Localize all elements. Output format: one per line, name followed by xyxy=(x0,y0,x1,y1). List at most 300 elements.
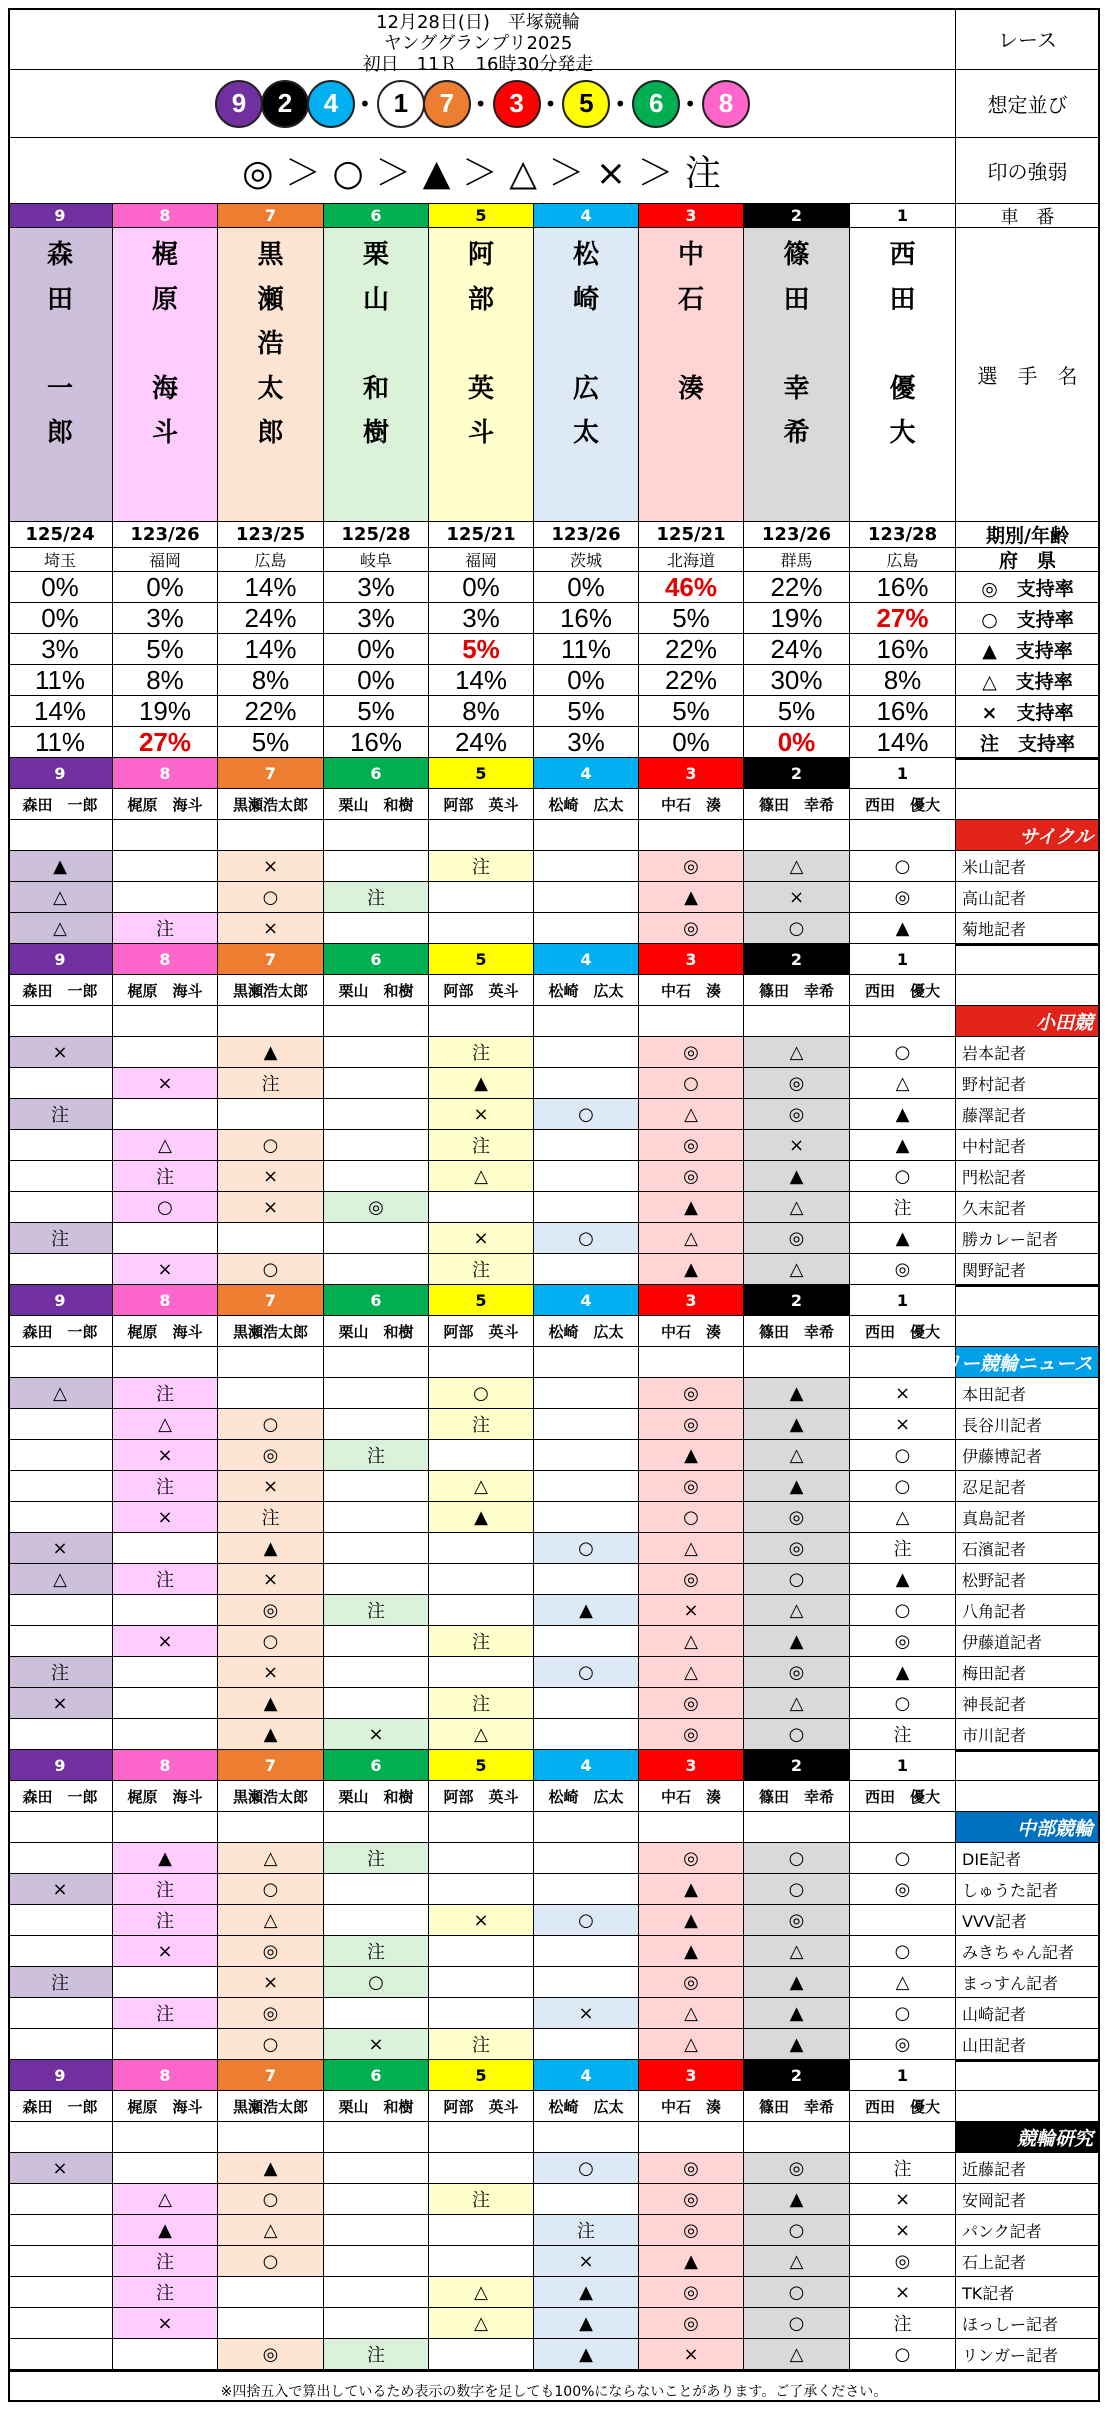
pub-rider-name: 栗山 和樹 xyxy=(324,2091,429,2122)
rider-name-char: 斗 xyxy=(151,418,178,448)
prediction-mark: × xyxy=(850,1409,956,1440)
prediction-mark xyxy=(324,1099,429,1130)
prediction-mark: ▲ xyxy=(744,1161,850,1192)
label-rate: ◎ 支持率 xyxy=(956,572,1100,603)
prediction-mark: 注 xyxy=(429,1409,534,1440)
pub-rider-name: 篠田 幸希 xyxy=(744,1781,850,1812)
support-rate: 16% xyxy=(324,727,429,758)
prediction-mark xyxy=(429,1657,534,1688)
prediction-mark: ○ xyxy=(218,2184,324,2215)
prediction-mark: △ xyxy=(429,2308,534,2339)
prediction-mark: 注 xyxy=(429,1626,534,1657)
prediction-mark xyxy=(8,1471,113,1502)
prediction-mark: ◎ xyxy=(744,1223,850,1254)
rider-pref: 茨城 xyxy=(534,548,639,572)
prediction-mark: ▲ xyxy=(639,1192,744,1223)
support-rate: 24% xyxy=(744,634,850,665)
prediction-mark: × xyxy=(8,1037,113,1068)
support-rate: 22% xyxy=(218,696,324,727)
prediction-mark: △ xyxy=(744,1936,850,1967)
prediction-mark xyxy=(324,2246,429,2277)
pub-rider-name: 阿部 英斗 xyxy=(429,975,534,1006)
car-number-4: 4 xyxy=(534,204,639,228)
prediction-mark: × xyxy=(218,1471,324,1502)
pub-rider-name: 栗山 和樹 xyxy=(324,975,429,1006)
rider-name-char: 郎 xyxy=(46,418,73,448)
blank xyxy=(534,2122,639,2153)
prediction-mark xyxy=(324,1564,429,1595)
pub-rider-name: 中石 湊 xyxy=(639,2091,744,2122)
prediction-mark xyxy=(8,1905,113,1936)
prediction-mark: ○ xyxy=(113,1192,218,1223)
car-ball-1: 1 xyxy=(377,80,425,128)
prediction-mark: ○ xyxy=(218,2029,324,2060)
prediction-mark: △ xyxy=(639,2029,744,2060)
pub-car-number: 8 xyxy=(113,1750,218,1781)
car-ball-3: 3 xyxy=(493,80,541,128)
prediction-mark xyxy=(218,2308,324,2339)
blank xyxy=(429,1006,534,1037)
blank xyxy=(850,1006,956,1037)
pub-rider-name: 篠田 幸希 xyxy=(744,1316,850,1347)
reporter-name: 伊藤道記者 xyxy=(956,1626,1100,1657)
label-pref: 府 県 xyxy=(956,548,1100,572)
blank xyxy=(324,2122,429,2153)
prediction-mark: ○ xyxy=(218,1254,324,1285)
rider-period: 123/26 xyxy=(534,522,639,548)
blank xyxy=(113,1347,218,1378)
rider-name-6 xyxy=(324,228,429,522)
blank xyxy=(639,820,744,851)
rider-name-char: 部 xyxy=(467,284,494,315)
reporter-name: 門松記者 xyxy=(956,1161,1100,1192)
prediction-mark: △ xyxy=(744,1037,850,1068)
prediction-mark: ○ xyxy=(744,1874,850,1905)
prediction-mark xyxy=(534,2184,639,2215)
prediction-mark: △ xyxy=(639,1099,744,1130)
prediction-mark: × xyxy=(218,1161,324,1192)
prediction-mark: ◎ xyxy=(218,1936,324,1967)
car-number-3: 3 xyxy=(639,204,744,228)
prediction-mark: △ xyxy=(744,851,850,882)
rider-pref: 福岡 xyxy=(429,548,534,572)
prediction-mark: ○ xyxy=(850,1998,956,2029)
pub-rider-name: 松崎 広太 xyxy=(534,1316,639,1347)
prediction-mark xyxy=(113,1223,218,1254)
prediction-mark: × xyxy=(218,1564,324,1595)
prediction-mark: △ xyxy=(218,2215,324,2246)
race-header-block xyxy=(8,8,956,75)
prediction-mark: ○ xyxy=(744,1564,850,1595)
prediction-mark: × xyxy=(744,882,850,913)
reporter-name: 菊地記者 xyxy=(956,913,1100,944)
blank xyxy=(639,1006,744,1037)
prediction-mark: ◎ xyxy=(218,1595,324,1626)
blank xyxy=(956,2091,1100,2122)
support-rate: 8% xyxy=(113,665,218,696)
support-rate: 8% xyxy=(429,696,534,727)
prediction-mark xyxy=(534,1967,639,1998)
race-info: 初日 11Ｒ 16時30分発走 xyxy=(362,54,594,75)
support-rate: 24% xyxy=(218,603,324,634)
prediction-mark: △ xyxy=(429,1471,534,1502)
label-race: レース xyxy=(956,8,1100,70)
rider-name-char: 希 xyxy=(783,418,810,448)
blank xyxy=(8,820,113,851)
reporter-name: 真島記者 xyxy=(956,1502,1100,1533)
pub-car-number: 9 xyxy=(8,1285,113,1316)
pub-rider-name: 西田 優大 xyxy=(850,2091,956,2122)
support-rate: 22% xyxy=(744,572,850,603)
blank xyxy=(8,1006,113,1037)
support-rate: 0% xyxy=(8,603,113,634)
car-ball-8: 8 xyxy=(702,80,750,128)
prediction-mark: ▲ xyxy=(429,1502,534,1533)
prediction-mark xyxy=(429,1533,534,1564)
pub-car-number: 4 xyxy=(534,758,639,789)
prediction-mark xyxy=(429,1998,534,2029)
publication-banner: デイリー競輪ニュース xyxy=(956,1347,1100,1378)
reporter-name: 梅田記者 xyxy=(956,1657,1100,1688)
reporter-name: 勝カレー記者 xyxy=(956,1223,1100,1254)
pub-car-number: 2 xyxy=(744,944,850,975)
reporter-name: 関野記者 xyxy=(956,1254,1100,1285)
blank xyxy=(113,820,218,851)
reporter-name: パンク記者 xyxy=(956,2215,1100,2246)
prediction-mark: ◎ xyxy=(639,1409,744,1440)
pub-rider-name: 栗山 和樹 xyxy=(324,1781,429,1812)
prediction-mark: 注 xyxy=(429,851,534,882)
prediction-mark: × xyxy=(639,1595,744,1626)
prediction-mark: 注 xyxy=(113,1378,218,1409)
rider-name-char: 梶 xyxy=(151,240,178,270)
support-rate: 3% xyxy=(324,572,429,603)
prediction-mark: ◎ xyxy=(850,1626,956,1657)
prediction-mark xyxy=(324,1068,429,1099)
reporter-name: まっすん記者 xyxy=(956,1967,1100,1998)
prediction-mark xyxy=(113,1967,218,1998)
prediction-mark xyxy=(113,2029,218,2060)
pub-rider-name: 篠田 幸希 xyxy=(744,2091,850,2122)
pub-rider-name: 黒瀬浩太郎 xyxy=(218,1316,324,1347)
prediction-mark: ▲ xyxy=(744,1409,850,1440)
prediction-mark: ▲ xyxy=(850,1657,956,1688)
prediction-mark: × xyxy=(218,913,324,944)
support-rate: 0% xyxy=(534,665,639,696)
prediction-mark xyxy=(218,1099,324,1130)
race-date: 12月28日(日) 平塚競輪 xyxy=(376,12,580,33)
mark-legend: ◎ ＞ ○ ＞ ▲ ＞ △ ＞ × ＞ 注 xyxy=(8,138,956,204)
label-rate: × 支持率 xyxy=(956,696,1100,727)
support-rate: 30% xyxy=(744,665,850,696)
prediction-mark: △ xyxy=(744,2339,850,2370)
car-ball-4: 4 xyxy=(307,80,355,128)
rider-pref: 広島 xyxy=(218,548,324,572)
reporter-name: ほっしー記者 xyxy=(956,2308,1100,2339)
prediction-mark: × xyxy=(113,2308,218,2339)
prediction-mark xyxy=(8,1130,113,1161)
label-period: 期別/年齢 xyxy=(956,522,1100,548)
blank xyxy=(744,2122,850,2153)
rider-name-char: 田 xyxy=(783,284,810,315)
prediction-mark: ◎ xyxy=(218,1998,324,2029)
prediction-mark xyxy=(534,913,639,944)
prediction-mark: 注 xyxy=(218,1502,324,1533)
prediction-mark xyxy=(324,2215,429,2246)
prediction-mark xyxy=(534,1626,639,1657)
prediction-mark: ◎ xyxy=(218,2339,324,2370)
rider-name-9 xyxy=(8,228,113,522)
pub-car-number: 2 xyxy=(744,1285,850,1316)
prediction-mark xyxy=(534,1409,639,1440)
blank xyxy=(534,1812,639,1843)
prediction-mark: ◎ xyxy=(744,1905,850,1936)
blank xyxy=(8,1812,113,1843)
prediction-mark: ▲ xyxy=(534,2277,639,2308)
prediction-mark: △ xyxy=(639,1223,744,1254)
prediction-mark: ○ xyxy=(850,2339,956,2370)
prediction-mark: ▲ xyxy=(639,1440,744,1471)
prediction-mark: △ xyxy=(429,1719,534,1750)
prediction-mark xyxy=(324,1905,429,1936)
prediction-mark: ▲ xyxy=(744,2184,850,2215)
support-rate: 19% xyxy=(113,696,218,727)
prediction-mark xyxy=(534,1068,639,1099)
prediction-mark: ○ xyxy=(744,913,850,944)
pub-car-number: 3 xyxy=(639,1285,744,1316)
pub-car-number: 9 xyxy=(8,1750,113,1781)
rider-name-char: 幸 xyxy=(783,373,810,404)
label-rate: △ 支持率 xyxy=(956,665,1100,696)
support-rate: 5% xyxy=(639,696,744,727)
prediction-mark: △ xyxy=(744,1254,850,1285)
prediction-mark: 注 xyxy=(113,1874,218,1905)
pub-rider-name: 梶原 海斗 xyxy=(113,1781,218,1812)
prediction-mark: 注 xyxy=(113,1998,218,2029)
prediction-mark: 注 xyxy=(113,2246,218,2277)
blank xyxy=(218,1006,324,1037)
rider-pref: 岐阜 xyxy=(324,548,429,572)
prediction-mark: △ xyxy=(8,882,113,913)
blank xyxy=(850,2122,956,2153)
rider-name-7 xyxy=(218,228,324,522)
prediction-mark: ◎ xyxy=(639,1471,744,1502)
event-title: ヤンググランプリ2025 xyxy=(383,33,573,54)
prediction-mark: 注 xyxy=(429,1688,534,1719)
rider-name-char: 英 xyxy=(467,373,494,404)
pub-car-number: 3 xyxy=(639,944,744,975)
prediction-mark: ▲ xyxy=(429,1068,534,1099)
support-rate: 0% xyxy=(429,572,534,603)
prediction-mark: ○ xyxy=(534,1223,639,1254)
prediction-mark: 注 xyxy=(850,2308,956,2339)
pub-car-number: 4 xyxy=(534,944,639,975)
prediction-mark: ◎ xyxy=(744,1657,850,1688)
prediction-mark: ◎ xyxy=(744,1502,850,1533)
prediction-mark: 注 xyxy=(218,1068,324,1099)
prediction-mark: 注 xyxy=(113,1564,218,1595)
pub-rider-name: 中石 湊 xyxy=(639,975,744,1006)
prediction-mark: 注 xyxy=(8,1099,113,1130)
support-rate: 16% xyxy=(850,572,956,603)
rider-period: 123/28 xyxy=(850,522,956,548)
rider-name-char: 浩 xyxy=(257,329,284,359)
prediction-mark: △ xyxy=(8,913,113,944)
support-rate: 0% xyxy=(113,572,218,603)
rider-name-char: 斗 xyxy=(467,418,494,448)
prediction-mark xyxy=(8,1936,113,1967)
support-rate: 5% xyxy=(218,727,324,758)
prediction-mark: ○ xyxy=(534,1657,639,1688)
rider-name-char: 田 xyxy=(889,284,916,315)
blank xyxy=(534,1347,639,1378)
prediction-mark: 注 xyxy=(429,1254,534,1285)
rider-name-char: 栗 xyxy=(362,240,389,270)
support-rate: 5% xyxy=(324,696,429,727)
prediction-mark: ◎ xyxy=(850,1874,956,1905)
rider-name-char: 郎 xyxy=(257,418,284,448)
rider-name-char: 優 xyxy=(889,373,916,404)
pub-rider-name: 松崎 広太 xyxy=(534,2091,639,2122)
pub-car-number: 5 xyxy=(429,1285,534,1316)
prediction-mark xyxy=(429,1874,534,1905)
prediction-mark: × xyxy=(8,1533,113,1564)
prediction-mark: ◎ xyxy=(639,1843,744,1874)
prediction-mark: △ xyxy=(429,2277,534,2308)
prediction-mark xyxy=(534,1688,639,1719)
support-rate: 5% xyxy=(744,696,850,727)
prediction-mark: △ xyxy=(113,1409,218,1440)
prediction-mark: ○ xyxy=(744,2215,850,2246)
car-number-8: 8 xyxy=(113,204,218,228)
reporter-name: 市川記者 xyxy=(956,1719,1100,1750)
prediction-mark xyxy=(534,2029,639,2060)
prediction-mark xyxy=(113,1719,218,1750)
car-ball-2: 2 xyxy=(261,80,309,128)
blank xyxy=(744,820,850,851)
prediction-mark xyxy=(429,2246,534,2277)
blank xyxy=(956,1316,1100,1347)
prediction-mark xyxy=(324,851,429,882)
prediction-mark: ○ xyxy=(534,1533,639,1564)
pub-car-number: 6 xyxy=(324,1285,429,1316)
prediction-mark: △ xyxy=(850,1068,956,1099)
prediction-mark: ▲ xyxy=(744,1626,850,1657)
prediction-mark xyxy=(8,2246,113,2277)
pub-car-number: 8 xyxy=(113,758,218,789)
reporter-name: 久末記者 xyxy=(956,1192,1100,1223)
prediction-mark xyxy=(8,1719,113,1750)
pub-rider-name: 梶原 海斗 xyxy=(113,789,218,820)
prediction-mark xyxy=(534,1471,639,1502)
prediction-mark xyxy=(8,1192,113,1223)
blank xyxy=(324,1006,429,1037)
prediction-mark: ▲ xyxy=(534,2339,639,2370)
prediction-mark: 注 xyxy=(324,1843,429,1874)
pub-rider-name: 中石 湊 xyxy=(639,789,744,820)
prediction-mark: ▲ xyxy=(218,1037,324,1068)
prediction-mark xyxy=(429,1440,534,1471)
pub-car-number: 5 xyxy=(429,758,534,789)
rider-name-char: 海 xyxy=(151,373,178,404)
pub-car-number: 6 xyxy=(324,1750,429,1781)
prediction-mark: ○ xyxy=(744,2277,850,2308)
support-rate: 0% xyxy=(8,572,113,603)
prediction-mark: ▲ xyxy=(218,1688,324,1719)
prediction-mark: ◎ xyxy=(744,2153,850,2184)
prediction-mark xyxy=(534,1378,639,1409)
prediction-mark xyxy=(534,1161,639,1192)
prediction-mark: 注 xyxy=(850,1719,956,1750)
pub-car-number: 6 xyxy=(324,944,429,975)
prediction-mark: 注 xyxy=(8,1657,113,1688)
rider-period: 123/26 xyxy=(744,522,850,548)
rider-period: 125/21 xyxy=(429,522,534,548)
blank xyxy=(429,820,534,851)
prediction-mark: ▲ xyxy=(534,1595,639,1626)
rider-name-char: 西 xyxy=(889,240,916,270)
pub-rider-name: 篠田 幸希 xyxy=(744,975,850,1006)
pub-car-number: 9 xyxy=(8,2060,113,2091)
prediction-mark xyxy=(8,1626,113,1657)
prediction-mark: ○ xyxy=(850,1936,956,1967)
support-rate: 3% xyxy=(429,603,534,634)
support-rate: 5% xyxy=(113,634,218,665)
reporter-name: 藤澤記者 xyxy=(956,1099,1100,1130)
prediction-mark: ▲ xyxy=(744,2029,850,2060)
car-ball-5: 5 xyxy=(562,80,610,128)
support-rate: 11% xyxy=(8,665,113,696)
support-rate: 22% xyxy=(639,634,744,665)
support-rate: 14% xyxy=(850,727,956,758)
pub-car-number: 8 xyxy=(113,1285,218,1316)
pub-rider-name: 梶原 海斗 xyxy=(113,975,218,1006)
prediction-mark: × xyxy=(324,2029,429,2060)
prediction-mark: 注 xyxy=(8,1967,113,1998)
prediction-mark: × xyxy=(850,1378,956,1409)
blank xyxy=(956,1781,1100,1812)
prediction-mark xyxy=(8,1440,113,1471)
prediction-mark xyxy=(113,851,218,882)
keirin-prediction-sheet xyxy=(8,8,1100,2402)
lineup-row xyxy=(8,70,956,138)
prediction-mark: ▲ xyxy=(639,1254,744,1285)
support-rate: 0% xyxy=(534,572,639,603)
prediction-mark: △ xyxy=(744,1440,850,1471)
prediction-mark xyxy=(534,1192,639,1223)
prediction-mark: ▲ xyxy=(639,1905,744,1936)
prediction-mark xyxy=(113,1533,218,1564)
prediction-mark: × xyxy=(639,2339,744,2370)
pub-rider-name: 中石 湊 xyxy=(639,1781,744,1812)
car-number-5: 5 xyxy=(429,204,534,228)
prediction-mark xyxy=(324,1688,429,1719)
prediction-mark: × xyxy=(113,1440,218,1471)
prediction-mark xyxy=(429,913,534,944)
rider-period: 125/21 xyxy=(639,522,744,548)
prediction-mark xyxy=(429,882,534,913)
car-number-1: 1 xyxy=(850,204,956,228)
prediction-mark: ◎ xyxy=(639,1967,744,1998)
blank xyxy=(956,944,1100,975)
prediction-mark: 注 xyxy=(324,1440,429,1471)
prediction-mark: ○ xyxy=(218,1409,324,1440)
prediction-mark: ◎ xyxy=(744,1068,850,1099)
prediction-mark: ▲ xyxy=(744,1471,850,1502)
prediction-mark: 注 xyxy=(113,1161,218,1192)
reporter-name: 松野記者 xyxy=(956,1564,1100,1595)
prediction-mark xyxy=(324,1471,429,1502)
